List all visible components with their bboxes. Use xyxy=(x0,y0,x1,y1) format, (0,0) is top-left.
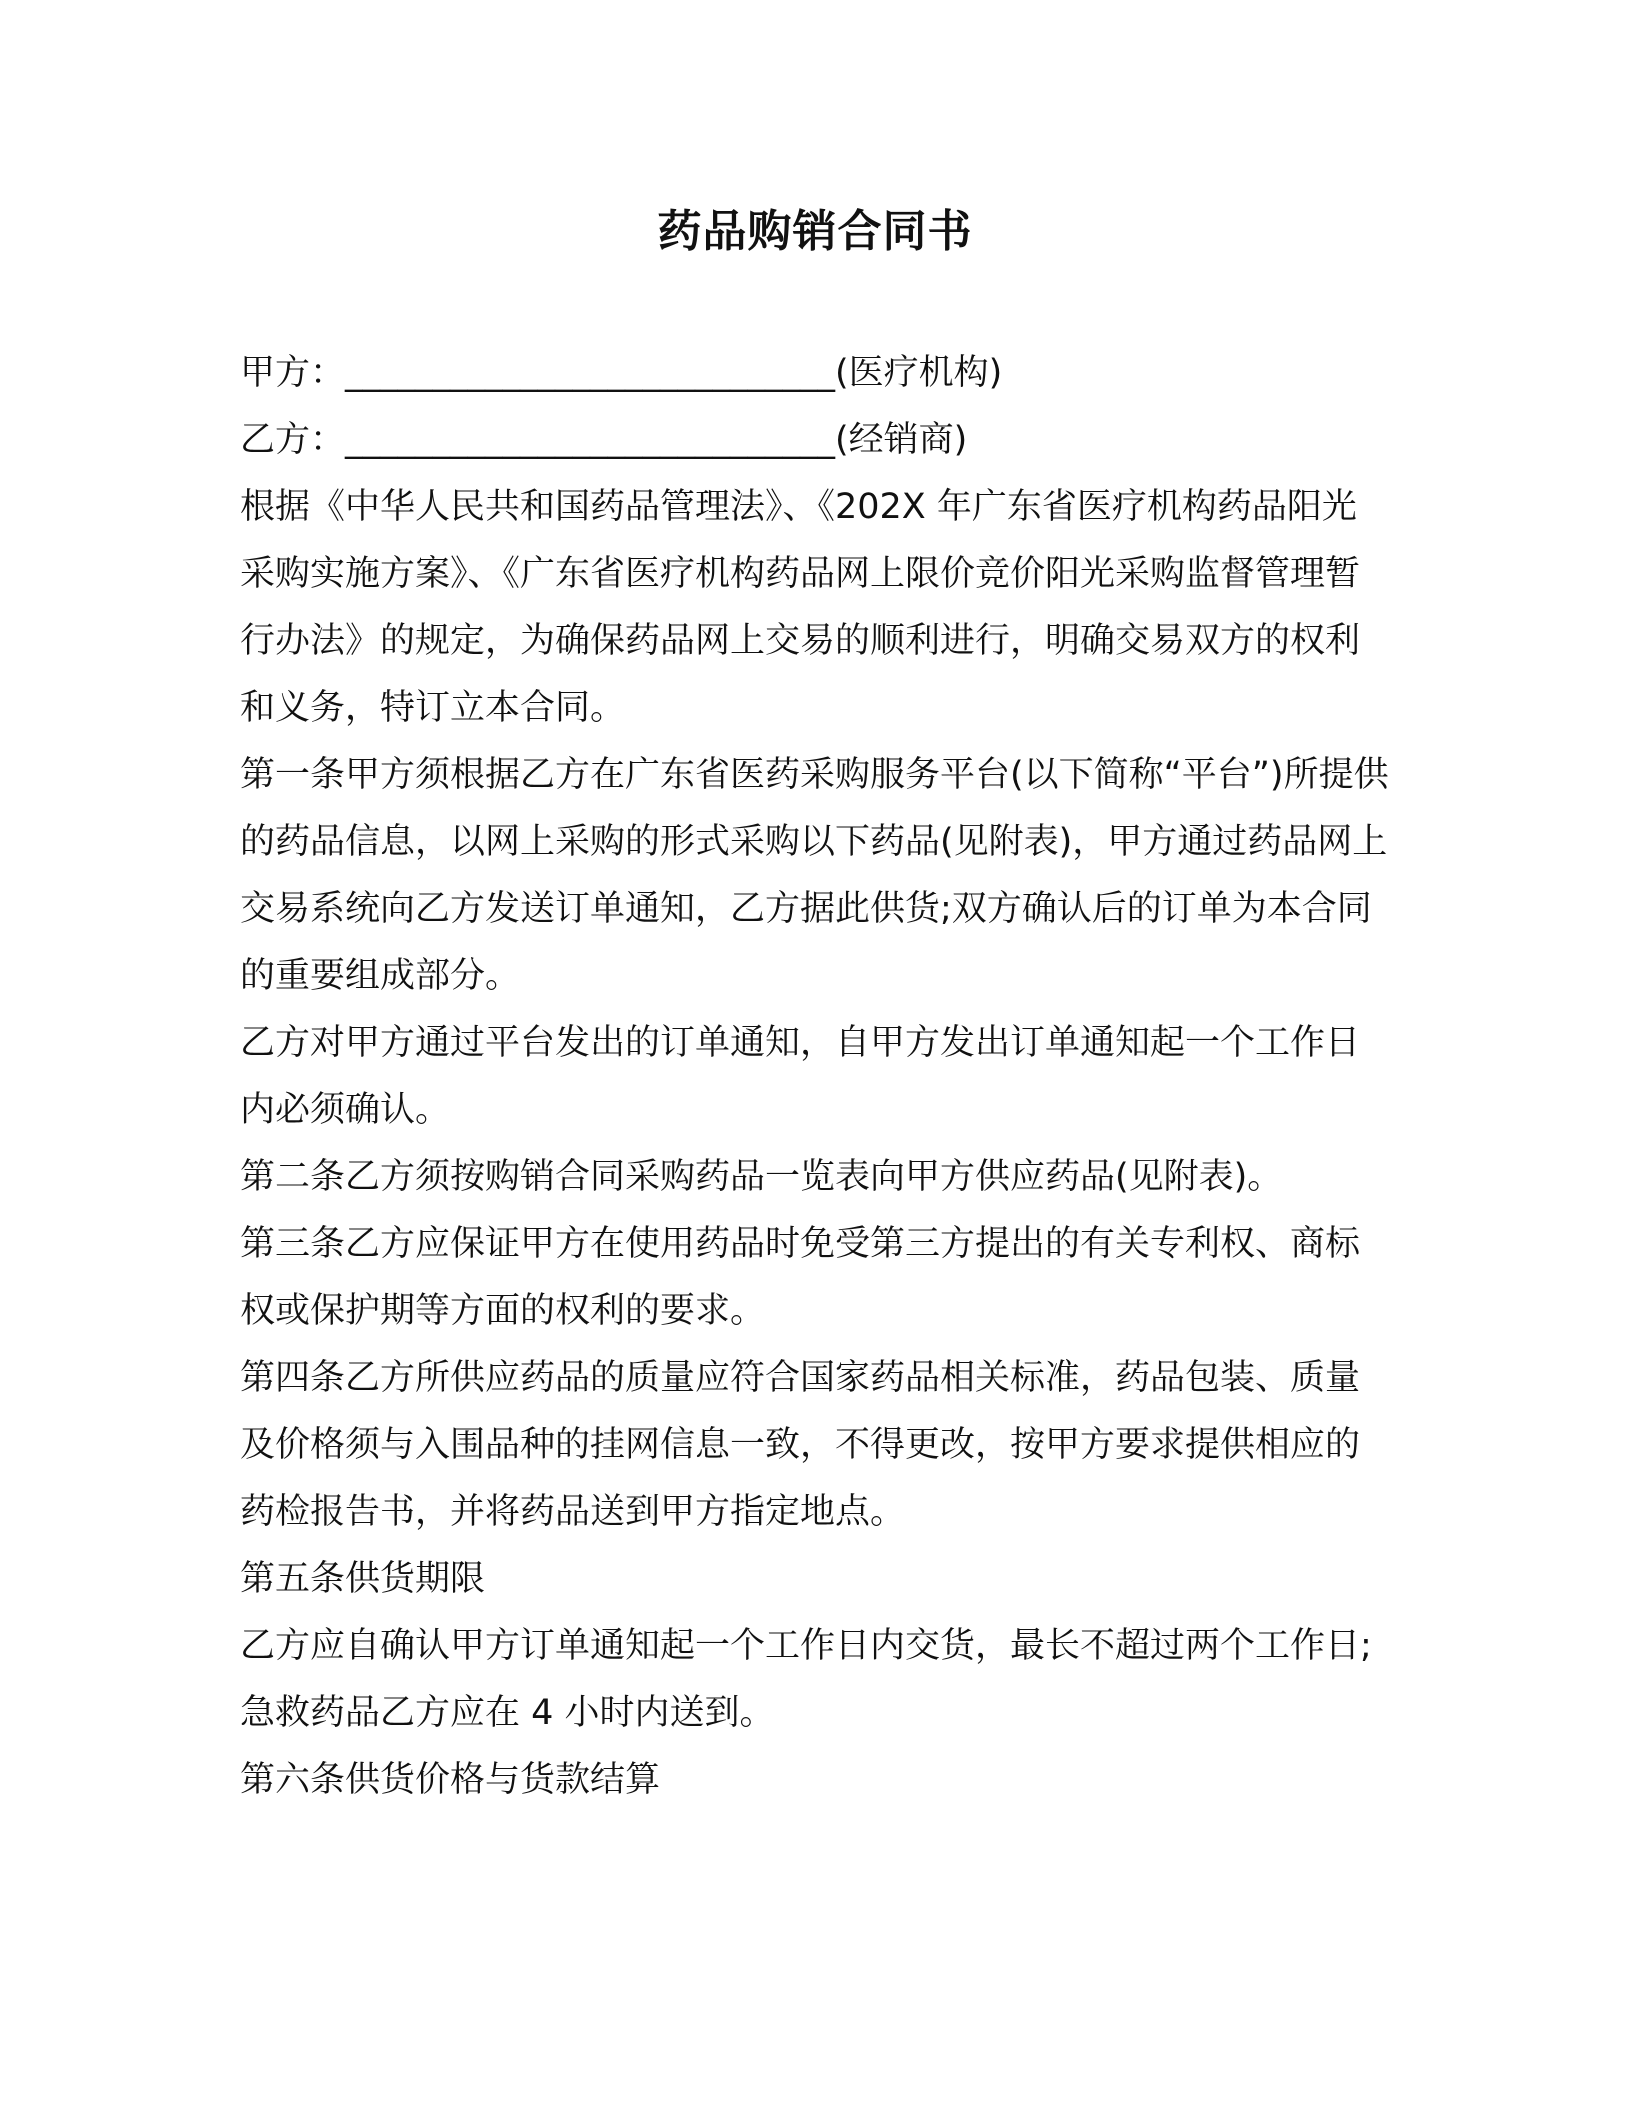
article-6-heading: 第六条供货价格与货款结算 xyxy=(240,1760,661,1800)
party-a-line: 甲方：____________________________(医疗机构) xyxy=(240,353,1003,393)
article-5-heading: 第五条供货期限 xyxy=(240,1559,486,1599)
article-5-paragraph: 乙方应自确认甲方订单通知起一个工作日内交货，最长不超过两个工作日;急救药品乙方应在 4 小时内送到。 xyxy=(240,1626,1372,1733)
article-1-paragraph: 第一条甲方须根据乙方在广东省医药采购服务平台(以下简称“平台”)所提供的药品信息，以网上采购的形式采购以下药品(见附表)，甲方通过药品网上交易系统向乙方发送订单通知，乙方据此供货;双方确认后的订单为本合同的重要组成部分。 xyxy=(240,755,1389,996)
document-page xyxy=(240,0,1390,2112)
article-2-paragraph: 第二条乙方须按购销合同采购药品一览表向甲方供应药品(见附表)。 xyxy=(240,1157,1283,1197)
article-4-paragraph: 第四条乙方所供应药品的质量应符合国家药品相关标准，药品包装、质量及价格须与入围品种的挂网信息一致，不得更改，按甲方要求提供相应的药检报告书，并将药品送到甲方指定地点。 xyxy=(240,1358,1361,1532)
article-3-paragraph: 第三条乙方应保证甲方在使用药品时免受第三方提出的有关专利权、商标权或保护期等方面的权利的要求。 xyxy=(240,1224,1361,1331)
preamble-paragraph: 根据《中华人民共和国药品管理法》、《202X 年广东省医疗机构药品阳光采购实施方案》、《广东省医疗机构药品网上限价竞价阳光采购监督管理暂行办法》的规定，为确保药品网上交易的顺利进行，明确交易双方的权利和义务，特订立本合同。 xyxy=(240,487,1361,728)
document-body xyxy=(240,340,1390,1814)
party-b-line: 乙方：____________________________(经销商) xyxy=(240,420,968,460)
document-title: 药品购销合同书 xyxy=(657,206,973,257)
article-1-note-paragraph: 乙方对甲方通过平台发出的订单通知，自甲方发出订单通知起一个工作日内必须确认。 xyxy=(240,1023,1361,1130)
